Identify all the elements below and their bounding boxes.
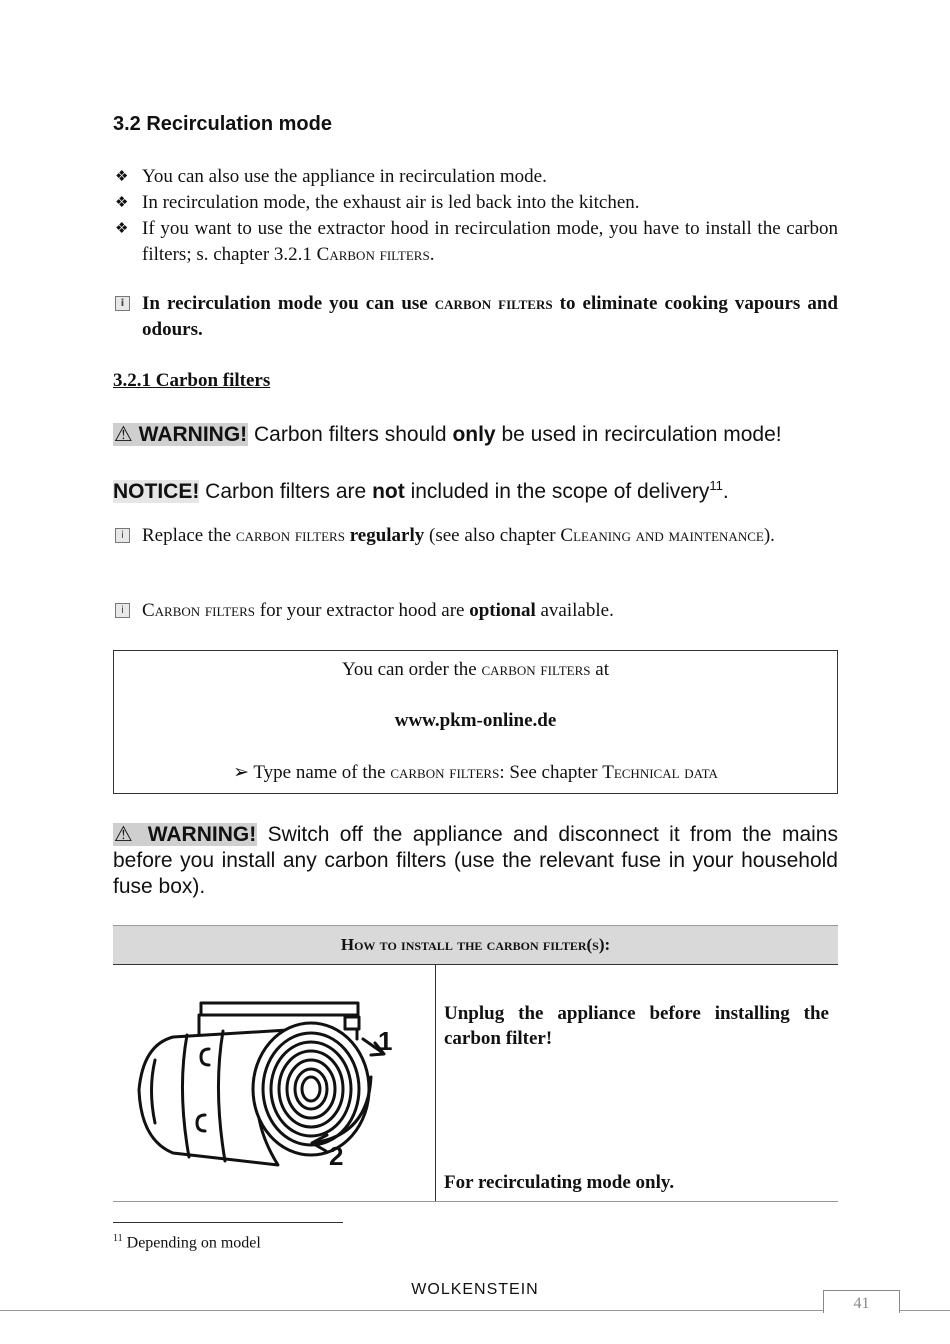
install-step-unplug: Unplug the appliance before installing the carbon filter!: [444, 1003, 829, 1049]
diamond-bullet-icon: ❖: [115, 221, 129, 237]
footnote-number: 11: [113, 1233, 123, 1244]
chapter-reference: Technical data: [602, 762, 718, 783]
order-info-box: [113, 650, 838, 794]
footnote: [113, 1233, 261, 1252]
info-text: Replace the: [142, 525, 236, 546]
order-text: Type name of the: [249, 762, 391, 783]
bullet-list: [113, 164, 838, 268]
notice-label: NOTICE!: [113, 480, 200, 503]
section-title: 3.2 Recirculation mode: [113, 113, 332, 135]
warning-switch-off: [113, 822, 838, 900]
page-number: 41: [823, 1290, 900, 1313]
footnote-text: Depending on model: [122, 1234, 261, 1252]
step-label-1: 1: [378, 1026, 393, 1056]
info-emphasis: regularly: [344, 525, 425, 546]
diamond-bullet-icon: ❖: [115, 169, 129, 185]
warning-text: Switch off the appliance and disconnect it from the mains before you install any carbon filters (use the relevant fuse in your household fuse box).: [113, 823, 838, 898]
bullet-item: [113, 164, 838, 190]
install-table-header: How to install the carbon filter(s):: [113, 925, 838, 965]
diamond-bullet-icon: ❖: [115, 195, 129, 211]
install-table-row: [113, 965, 838, 1202]
bullet-text: You can also use the appliance in recirculation mode.: [142, 166, 547, 187]
info-text: available.: [535, 600, 614, 621]
info-icon: i: [115, 603, 130, 618]
install-table: [113, 925, 838, 1202]
warning-text: be used in recirculation mode!: [495, 423, 782, 446]
order-line: [114, 659, 837, 681]
warning-text: Carbon filters should: [248, 423, 453, 446]
install-step-recirculating: For recirculating mode only.: [444, 1172, 675, 1193]
warning-emphasis: only: [452, 423, 496, 446]
info-text-smallcaps: carbon filters: [434, 293, 553, 314]
order-text: You can order the: [342, 659, 482, 680]
info-text-smallcaps: Carbon filters: [142, 600, 256, 621]
bullet-text: If you want to use the extractor hood in recirculation mode, you have to install the carbon filters; s. chapter 3.2.1: [142, 218, 838, 265]
step-label-2: 2: [329, 1141, 344, 1171]
footer-rule: [0, 1310, 950, 1311]
subsection-title: 3.2.1 Carbon filters: [113, 370, 271, 391]
warning-only-recirculation: [113, 422, 838, 448]
info-icon: i: [115, 528, 130, 543]
bullet-text: In recirculation mode, the exhaust air is led back into the kitchen.: [142, 192, 640, 213]
warning-label: ⚠ WARNING!: [114, 823, 257, 846]
notice-not-included: [113, 473, 838, 505]
info-text: In recirculation mode you can use: [142, 293, 435, 314]
chapter-reference: Cleaning and maintenance: [560, 525, 764, 546]
info-text: to eliminate cooking vapours and odours.: [142, 293, 839, 340]
info-text: ).: [763, 525, 775, 546]
order-text: at: [590, 659, 609, 680]
info-text-smallcaps: carbon filters: [235, 525, 345, 546]
order-text-smallcaps: carbon filters: [481, 659, 591, 680]
notice-end: .: [722, 480, 729, 503]
info-note-optional: [113, 598, 838, 624]
order-type-line: [114, 761, 837, 784]
bullet-item: [113, 190, 838, 216]
notice-emphasis: not: [372, 480, 405, 503]
footnote-divider: [113, 1222, 343, 1223]
brand-logo: WOLKENSTEIN: [411, 1281, 539, 1298]
notice-text: included in the scope of delivery: [404, 480, 710, 503]
chapter-reference: Carbon filters: [316, 244, 430, 265]
info-emphasis: optional: [469, 600, 536, 621]
info-note-recirculation: [113, 291, 838, 343]
order-text-smallcaps: carbon filters: [390, 762, 500, 783]
bullet-end: .: [429, 244, 435, 265]
carbon-filter-illustration: [113, 965, 435, 1201]
warning-label: ⚠ WARNING!: [114, 423, 248, 446]
notice-text: Carbon filters are: [199, 480, 373, 503]
info-text: for your extractor hood are: [255, 600, 470, 621]
info-icon: i: [115, 296, 130, 311]
info-note-replace: [113, 523, 838, 549]
bullet-item: [113, 216, 838, 268]
arrow-bullet-icon: ➢: [233, 762, 249, 783]
order-text: : See chapter: [499, 762, 603, 783]
footnote-reference: 11: [709, 478, 723, 493]
install-illustration-cell: [113, 965, 436, 1201]
order-url[interactable]: www.pkm-online.de: [394, 710, 557, 731]
info-text: (see also chapter: [424, 525, 561, 546]
